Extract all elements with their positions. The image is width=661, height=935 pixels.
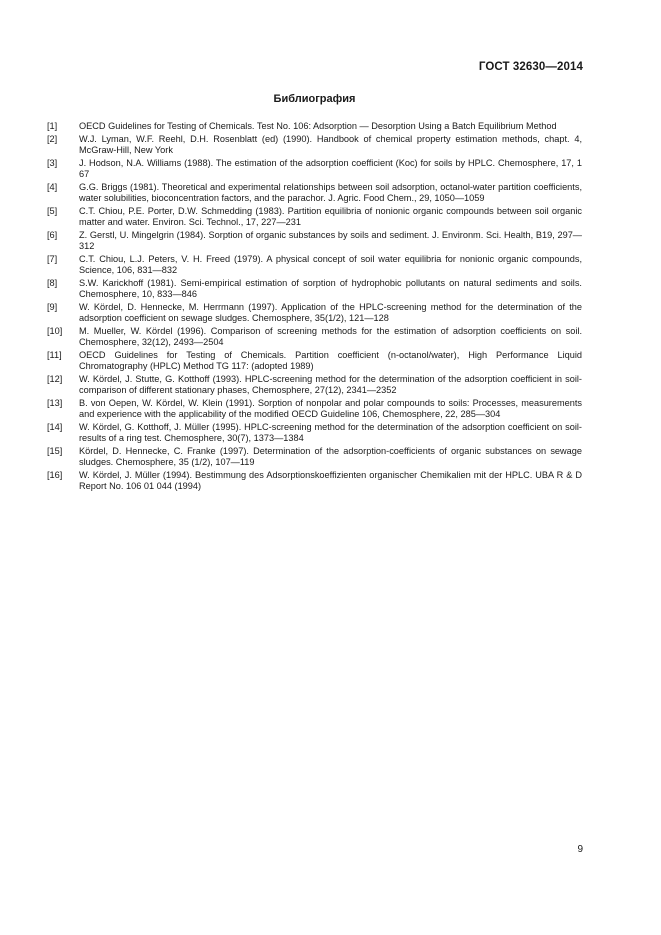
entry-text: W.J. Lyman, W.F. Reehl, D.H. Rosenblatt (ed) (1990). Handbook of chemical property estimation methods, chapt. 4, McGraw-Hill, New York — [79, 134, 582, 155]
bibliography-entry — [47, 158, 582, 180]
entry-text: C.T. Chiou, L.J. Peters, V. H. Freed (1979). A physical concept of soil water equilibria for nonionic organic compounds, Science, 106, 831—832 — [79, 254, 582, 275]
entry-text: OECD Guidelines for Testing of Chemicals. Test No. 106: Adsorption — Desorption Using a Batch Equilibrium Method — [79, 121, 557, 131]
entry-number: [8] — [47, 278, 58, 289]
entry-text: S.W. Karickhoff (1981). Semi-empirical estimation of sorption of hydrophobic pollutants on natural sediments and soils. Chemosphere, 10, 833—846 — [79, 278, 582, 299]
entry-number: [4] — [47, 182, 58, 193]
entry-number: [7] — [47, 254, 58, 265]
entry-number: [14] — [47, 422, 63, 433]
entry-text: W. Kördel, D. Hennecke, M. Herrmann (1997). Application of the HPLC-screening method for the determination of the adsorption coefficient on sewage sludges. Chemosphere, 35(1/2), 121—128 — [79, 302, 582, 323]
entry-text: Kördel, D. Hennecke, C. Franke (1997). Determination of the adsorption-coefficients of organic substances on sewage sludges. Chemosphere, 35 (1/2), 107—119 — [79, 446, 582, 467]
entry-number: [1] — [47, 121, 58, 131]
entry-number: [9] — [47, 302, 58, 313]
entry-text: W. Kördel, J. Stutte, G. Kotthoff (1993). HPLC-screening method for the determination of the adsorption coefficient in soil-comparison of different stationary phases, Chemosphere, 27(12), 2341—2352 — [79, 374, 582, 395]
entry-text: C.T. Chiou, P.E. Porter, D.W. Schmedding (1983). Partition equilibria of nonionic organic compounds between soil organic matter and water. Environ. Sci. Technol., 17, 227—231 — [79, 206, 582, 227]
entry-text: G.G. Briggs (1981). Theoretical and experimental relationships between soil adsorption, octanol-water partition coefficients, water solubilities, bioconcentration factors, and the parachor. J. Agric. Food Chem., 29, 1050—1059 — [79, 182, 582, 203]
entry-number: [5] — [47, 206, 58, 217]
entry-number: [11] — [47, 350, 62, 361]
entry-text: W. Kördel, J. Müller (1994). Bestimmung des Adsorptionskoeffizienten organischer Chemikalien mit der HPLC. UBA R & D Report No. 106 01 044 (1994) — [79, 470, 582, 491]
bibliography-entry — [47, 470, 582, 492]
bibliography-entry — [47, 254, 582, 276]
bibliography-entry — [47, 350, 582, 372]
bibliography-entry — [47, 230, 582, 252]
bibliography-entry — [47, 422, 582, 444]
page-title — [0, 93, 661, 105]
entry-text: OECD Guidelines for Testing of Chemicals. Partition coefficient (n-octanol/water), High Performance Liquid Chromatography (HPLC) Method TG 117: (adopted 1989) — [79, 350, 582, 371]
entry-text: W. Kördel, G. Kotthoff, J. Müller (1995). HPLC-screening method for the determination of the adsorption coefficient on soil-results of a ring test. Chemosphere, 30(7), 1373—1384 — [79, 422, 582, 443]
standard-code: ГОСТ 32630—2014 — [478, 61, 583, 73]
bibliography-entry — [47, 278, 582, 300]
bibliography-entry — [47, 206, 582, 228]
entry-number: [12] — [47, 374, 63, 385]
entry-number: [6] — [47, 230, 58, 241]
entry-text: J. Hodson, N.A. Williams (1988). The estimation of the adsorption coefficient (Koc) for soils by HPLC. Chemosphere, 17, 1 67 — [79, 158, 582, 179]
entry-text: Z. Gerstl, U. Mingelgrin (1984). Sorption of organic substances by soils and sediment. J. Environm. Sci. Health, B19, 297—312 — [79, 230, 582, 251]
entry-number: [13] — [47, 398, 63, 409]
entry-number: [10] — [47, 326, 63, 337]
entry-number: [2] — [47, 134, 58, 145]
page-title-text: Библиография — [273, 93, 356, 105]
entry-number: [15] — [47, 446, 63, 457]
page-number: 9 — [577, 844, 583, 855]
bibliography-entry — [47, 121, 582, 132]
entry-text: M. Mueller, W. Kördel (1996). Comparison of screening methods for the estimation of adsorption coefficients on soil. Chemosphere, 32(12), 2493—2504 — [79, 326, 582, 347]
entry-text: B. von Oepen, W. Kördel, W. Klein (1991). Sorption of nonpolar and polar compounds to soils: Processes, measurements and experience with the applicability of the modified OECD Guideline 106, Chemosphere, 22, 285—304 — [79, 398, 582, 419]
entry-number: [3] — [47, 158, 58, 169]
bibliography-entry — [47, 182, 582, 204]
bibliography-entry — [47, 446, 582, 468]
bibliography-entry — [47, 326, 582, 348]
bibliography-entry — [47, 134, 582, 156]
bibliography-list — [47, 121, 582, 494]
bibliography-entry — [47, 302, 582, 324]
bibliography-entry — [47, 398, 582, 420]
bibliography-entry — [47, 374, 582, 396]
entry-number: [16] — [47, 470, 63, 481]
